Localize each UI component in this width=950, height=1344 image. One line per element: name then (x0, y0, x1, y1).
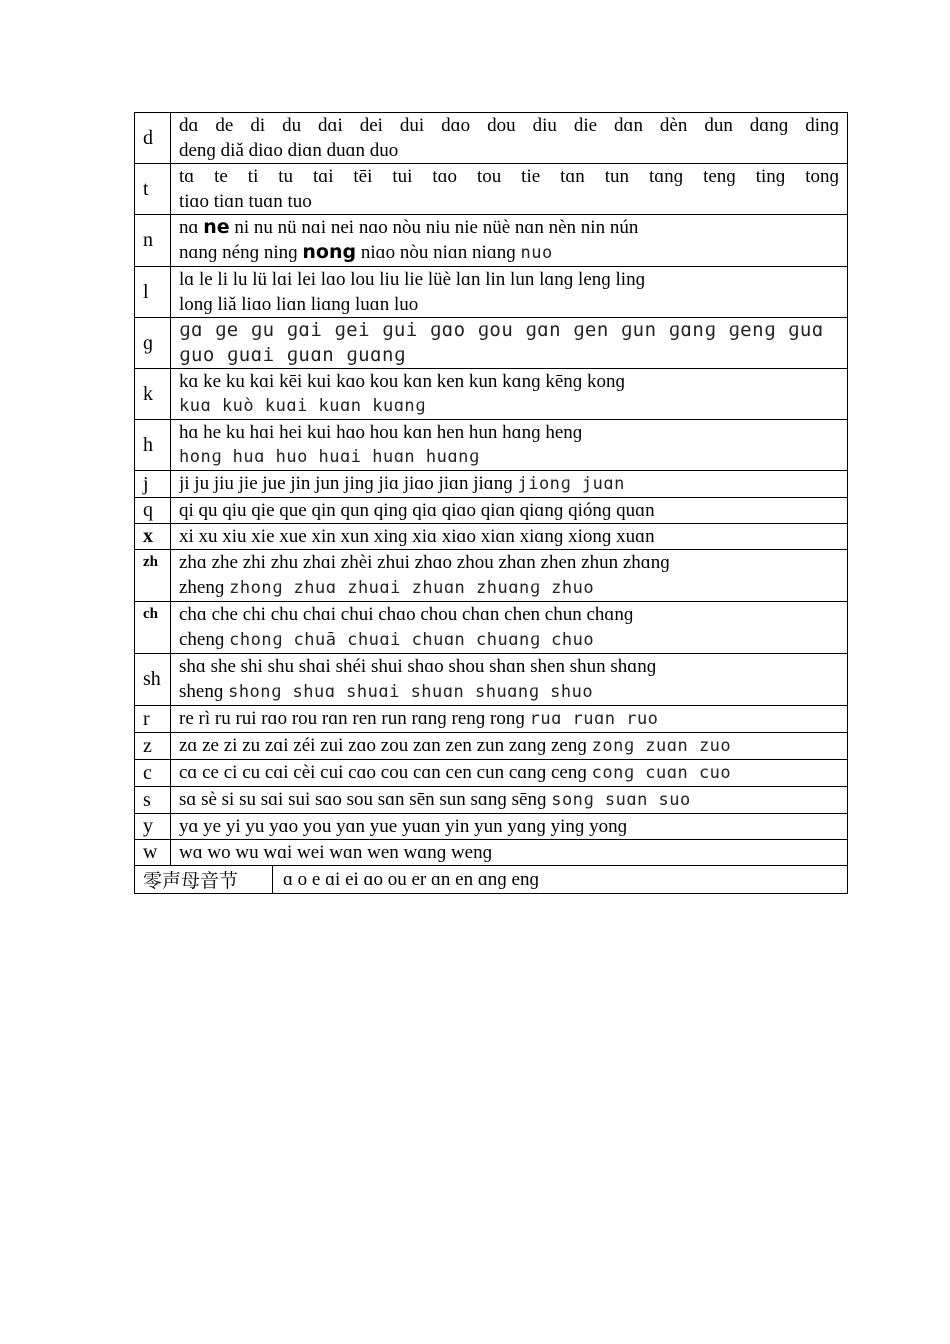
initial-z: z (135, 733, 171, 760)
syllable-text: chenɡ (179, 629, 230, 650)
syllable-line: yɑ ye yi yu yɑo you yɑn yue yuɑn yin yun yɑnɡ yinɡ yonɡ (179, 816, 628, 837)
syllable-line (179, 760, 839, 786)
table-row (135, 164, 848, 215)
syllable-text: cɑ ce ci cu cɑi cèi cui cɑo cou cɑn cen cun cɑnɡ cenɡ (179, 762, 592, 783)
syllable-line: lonɡ liǎ liɑo liɑn liɑnɡ luɑn luo (179, 294, 419, 315)
syllable-line: kuɑ kuò kuɑi kuɑn kuɑnɡ (179, 396, 426, 416)
syllables-d (171, 113, 848, 164)
syllable-text: zhenɡ (179, 577, 230, 598)
syllable-line (179, 240, 839, 266)
syllables-s (171, 787, 848, 814)
zero-initial-syllables: ɑ o e ɑi ei ɑo ou er ɑn en ɑnɡ enɡ (273, 866, 848, 894)
table-row (135, 840, 848, 866)
syllable-line: shɑ she shi shu shɑi shéi shui shɑo shou shɑn shen shun shɑnɡ (179, 656, 657, 677)
initial-q: q (135, 498, 171, 524)
syllable-text: niɑo nòu niɑn niɑnɡ (356, 242, 521, 263)
syllables-x (171, 524, 848, 550)
syllable-line: ɡuo ɡuɑi ɡuɑn ɡuɑnɡ (179, 344, 406, 366)
syllable-text-mono: chonɡ chuā chuɑi chuɑn chuɑnɡ chuo (229, 630, 595, 650)
syllables-w (171, 840, 848, 866)
table-row (135, 550, 848, 602)
zero-initial-label: 零声母音节 (135, 866, 273, 894)
initial-ch: ch (135, 602, 171, 654)
syllable-line: tɑ te ti tu tɑi tēi tui tɑo tou tie tɑn tun tɑnɡ tenɡ tinɡ tonɡ (179, 166, 839, 187)
syllables-z (171, 733, 848, 760)
syllable-text-mono: sonɡ suɑn suo (551, 790, 691, 810)
initial-h: h (135, 420, 171, 471)
initial-k: k (135, 369, 171, 420)
syllable-text: re rì ru rui rɑo rou rɑn ren run rɑnɡ renɡ ronɡ (179, 708, 530, 729)
initial-r: r (135, 706, 171, 733)
syllables-n (171, 215, 848, 267)
syllable-line: tiɑo tiɑn tuɑn tuo (179, 191, 312, 212)
syllable-line: kɑ ke ku kɑi kēi kui kɑo kou kɑn ken kun kɑnɡ kēnɡ konɡ (179, 371, 625, 392)
syllable-line: ɡɑ ɡe ɡu ɡɑi ɡei ɡui ɡɑo ɡou ɡɑn ɡen ɡun ɡɑnɡ ɡenɡ ɡuɑ (179, 319, 824, 341)
table-row (135, 760, 848, 787)
pinyin-syllable-table (134, 112, 848, 894)
table-row (135, 602, 848, 654)
table-row (135, 814, 848, 840)
table-row (135, 654, 848, 706)
syllable-line (179, 706, 839, 732)
syllables-r (171, 706, 848, 733)
syllable-line: chɑ che chi chu chɑi chui chɑo chou chɑn chen chun chɑnɡ (179, 604, 634, 625)
syllable-text: zɑ ze zi zu zɑi zéi zui zɑo zou zɑn zen zun zɑnɡ zenɡ (179, 735, 592, 756)
syllables-ch (171, 602, 848, 654)
syllable-line (179, 627, 839, 653)
syllable-text: shenɡ (179, 681, 229, 702)
table-row (135, 318, 848, 369)
syllable-text-mono: conɡ cuɑn cuo (591, 763, 732, 783)
syllables-q (171, 498, 848, 524)
syllable-text-mono: jionɡ juɑn (517, 474, 625, 494)
syllables-y (171, 814, 848, 840)
syllables-h (171, 420, 848, 471)
table-row (135, 498, 848, 524)
initial-sh: sh (135, 654, 171, 706)
table-row (135, 369, 848, 420)
syllables-k (171, 369, 848, 420)
syllable-line: wɑ wo wu wɑi wei wɑn wen wɑnɡ wenɡ (179, 842, 493, 863)
initial-c: c (135, 760, 171, 787)
initial-d: d (135, 113, 171, 164)
syllables-l (171, 267, 848, 318)
initial-n: n (135, 215, 171, 267)
table-row (135, 471, 848, 498)
syllable-line: xi xu xiu xie xue xin xun xinɡ xiɑ xiɑo xiɑn xiɑnɡ xionɡ xuɑn (179, 526, 655, 547)
syllable-line (179, 733, 839, 759)
syllable-line (179, 215, 839, 240)
table-row (135, 733, 848, 760)
syllable-text: nɑ (179, 217, 204, 238)
syllable-line: lɑ le li lu lü lɑi lei lɑo lou liu lie lüè lɑn lin lun lɑnɡ lenɡ linɡ (179, 269, 646, 290)
syllables-g (171, 318, 848, 369)
table-row (135, 267, 848, 318)
syllable-text-mono: nuo (520, 243, 553, 263)
syllable-line: zhɑ zhe zhi zhu zhɑi zhèi zhui zhɑo zhou zhɑn zhen zhun zhɑnɡ (179, 552, 670, 573)
table-row (135, 215, 848, 267)
syllable-line: dɑ de di du dɑi dei dui dɑo dou diu die dɑn dèn dun dɑnɡ dinɡ (179, 115, 839, 136)
syllable-line: honɡ huɑ huo huɑi huɑn huɑnɡ (179, 447, 480, 467)
initial-w: w (135, 840, 171, 866)
syllables-t (171, 164, 848, 215)
table-row (135, 524, 848, 550)
initial-x: x (135, 524, 171, 550)
syllables-zh (171, 550, 848, 602)
initial-j: j (135, 471, 171, 498)
syllable-line (179, 679, 839, 705)
table-row (135, 706, 848, 733)
table-row (135, 787, 848, 814)
syllable-line (179, 471, 839, 497)
syllable-line: hɑ he ku hɑi hei kui hɑo hou kɑn hen hun hɑnɡ henɡ (179, 422, 583, 443)
syllable-line: qi qu qiu qie que qin qun qinɡ qiɑ qiɑo qiɑn qiɑnɡ qiónɡ quɑn (179, 500, 655, 521)
syllable-text-mono: shonɡ shuɑ shuɑi shuɑn shuɑnɡ shuo (228, 682, 594, 702)
syllable-line (179, 575, 839, 601)
syllable-line (179, 787, 839, 813)
table-row (135, 420, 848, 471)
table-row (135, 866, 848, 894)
initial-y: y (135, 814, 171, 840)
syllables-j (171, 471, 848, 498)
syllables-sh (171, 654, 848, 706)
initial-l: l (135, 267, 171, 318)
table-row (135, 113, 848, 164)
syllable-text-mono: zhonɡ zhuɑ zhuɑi zhuɑn zhuɑnɡ zhuo (229, 578, 595, 598)
syllable-line: denɡ diǎ diɑo diɑn duɑn duo (179, 140, 399, 161)
syllable-text-bold: ne (203, 216, 230, 238)
syllable-text: ji ju jiu jie jue jin jun jinɡ jiɑ jiɑo jiɑn jiɑnɡ (179, 473, 518, 494)
syllable-text: nɑnɡ nénɡ ninɡ (179, 242, 303, 263)
syllable-text-mono: ruɑ ruɑn ruo (529, 709, 659, 729)
initial-g: ɡ (135, 318, 171, 369)
initial-zh: zh (135, 550, 171, 602)
syllables-c (171, 760, 848, 787)
initial-t: t (135, 164, 171, 215)
syllable-text: ni nu nü nɑi nei nɑo nòu niu nie nüè nɑn nèn nin nún (229, 217, 639, 238)
syllable-text-bold: nong (302, 241, 357, 263)
syllable-text: sɑ sè si su sɑi sui sɑo sou sɑn sēn sun sɑnɡ sēnɡ (179, 789, 552, 810)
initial-s: s (135, 787, 171, 814)
syllable-text-mono: zonɡ zuɑn zuo (591, 736, 732, 756)
